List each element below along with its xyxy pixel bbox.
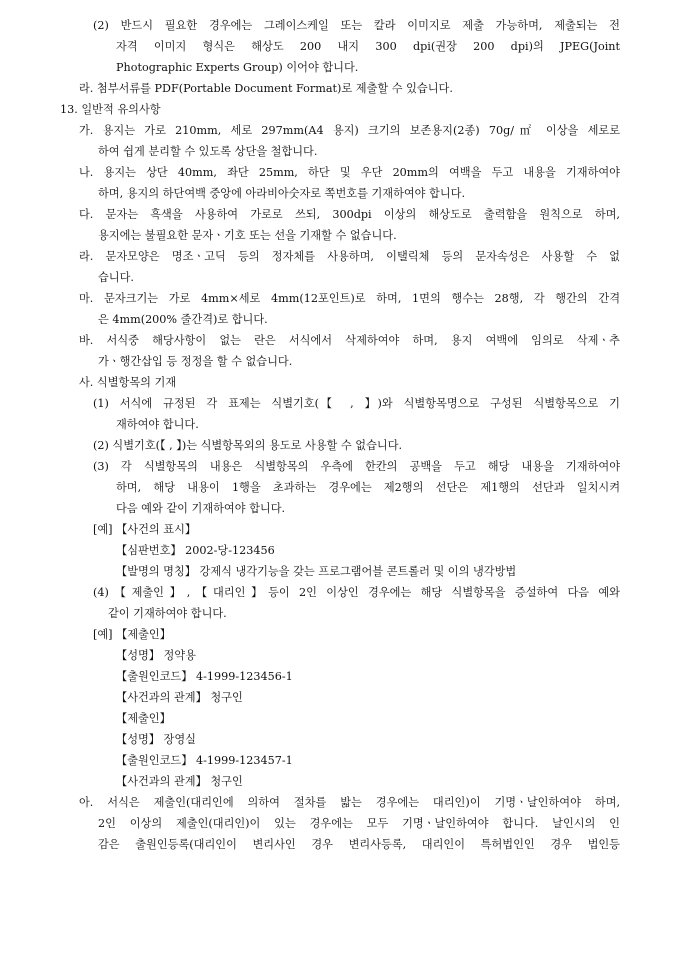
text-line: 자격 이미지 형식은 해상도 200 내지 300 dpi(권장 200 dpi)의 JPEG(Joint <box>116 40 620 53</box>
text-line: 사. 식별항목의 기재 <box>79 376 177 389</box>
text-line: 【성명】 장영실 <box>116 733 196 746</box>
text-line: 아. 서식은 제출인(대리인에 의하여 절차를 밟는 경우에는 대리인)이 기명ㆍ날인하여야 하며, <box>79 796 620 809</box>
text-line: 가ㆍ행간삽입 등 정정을 할 수 없습니다. <box>98 355 293 368</box>
text-line: 【심판번호】 2002-당-123456 <box>116 544 275 557</box>
text-line: 마. 문자크기는 가로 4mm×세로 4mm(12포인트)로 하며, 1면의 행수는 28행, 각 행간의 간격 <box>79 292 620 305</box>
text-line: 다음 예와 같이 기재하여야 합니다. <box>116 502 286 515</box>
text-line: (1) 서식에 규정된 각 표제는 식별기호(【 , 】)와 식별항목명으로 구성된 식별항목으로 기 <box>93 397 620 410</box>
text-line: [예] 【제출인】 <box>93 628 171 641</box>
text-line: (2) 반드시 필요한 경우에는 그레이스케일 또는 칼라 이미지로 제출 가능하며, 제출되는 전 <box>93 19 620 32</box>
text-line: 나. 용지는 상단 40mm, 좌단 25mm, 하단 및 우단 20mm의 여백을 두고 내용을 기재하여야 <box>79 166 620 179</box>
text-line: 【사건과의 관계】 청구인 <box>116 691 243 704</box>
text-line: 13. 일반적 유의사항 <box>60 103 161 116</box>
text-line: 【발명의 명칭】 강제식 냉각기능을 갖는 프로그램어블 콘트롤러 및 이의 냉각방법 <box>116 565 517 578</box>
text-line: Photographic Experts Group) 이어야 합니다. <box>116 61 359 74</box>
text-line: 하며, 용지의 하단여백 중앙에 아라비아숫자로 쪽번호를 기재하여야 합니다. <box>98 187 466 200</box>
text-line: 【출원인코드】 4-1999-123457-1 <box>116 754 293 767</box>
text-line: 【성명】 정약용 <box>116 649 196 662</box>
text-line: 하여 쉽게 분리할 수 있도록 상단을 철합니다. <box>98 145 318 158</box>
text-line: 습니다. <box>98 271 134 284</box>
text-line: [예] 【사건의 표시】 <box>93 523 197 536</box>
text-line: 【제출인】 <box>116 712 171 725</box>
text-line: (3) 각 식별항목의 내용은 식별항목의 우측에 한칸의 공백을 두고 해당 내용을 기재하여야 <box>93 460 620 473</box>
text-line: 바. 서식중 해당사항이 없는 란은 서식에서 삭제하여야 하며, 용지 여백에 임의로 삭제ㆍ추 <box>79 334 620 347</box>
text-line: (4)【제출인】,【대리인】등이 2인 이상인 경우에는 해당 식별항목을 증설하여 다음 예와 <box>93 586 620 599</box>
text-line: 다. 문자는 흑색을 사용하여 가로로 쓰되, 300dpi 이상의 해상도로 출력함을 원칙으로 하며, <box>79 208 620 221</box>
text-line: 2인 이상의 제출인(대리인)이 있는 경우에는 모두 기명ㆍ날인하여야 합니다. 날인시의 인 <box>98 817 620 830</box>
text-line: 하며, 해당 내용이 1행을 초과하는 경우에는 제2행의 선단은 제1행의 선단과 일치시켜 <box>116 481 620 494</box>
text-line: 감은 출원인등록(대리인이 변리사인 경우 변리사등록, 대리인이 특허법인인 경우 법인등 <box>98 838 620 851</box>
text-line: 라. 첨부서류를 PDF(Portable Document Format)로 제출할 수 있습니다. <box>79 82 453 95</box>
text-line: 용지에는 불필요한 문자ㆍ기호 또는 선을 기재할 수 없습니다. <box>98 229 397 242</box>
text-line: 재하여야 합니다. <box>116 418 199 431</box>
text-line: 가. 용지는 가로 210mm, 세로 297mm(A4 용지) 크기의 보존용지(2종) 70g/㎡ 이상을 세로로 <box>79 124 620 137</box>
text-line: 은 4mm(200% 줄간격)로 합니다. <box>98 313 268 326</box>
text-line: 라. 문자모양은 명조ㆍ고딕 등의 정자체를 사용하며, 이탤릭체 등의 문자속성은 사용할 수 없 <box>79 250 620 263</box>
text-line: 【사건과의 관계】 청구인 <box>116 775 243 788</box>
text-line: (2) 식별기호(【 , 】)는 식별항목외의 용도로 사용할 수 없습니다. <box>93 439 403 452</box>
text-line: 【출원인코드】 4-1999-123456-1 <box>116 670 293 683</box>
text-line: 같이 기재하여야 합니다. <box>108 607 227 620</box>
